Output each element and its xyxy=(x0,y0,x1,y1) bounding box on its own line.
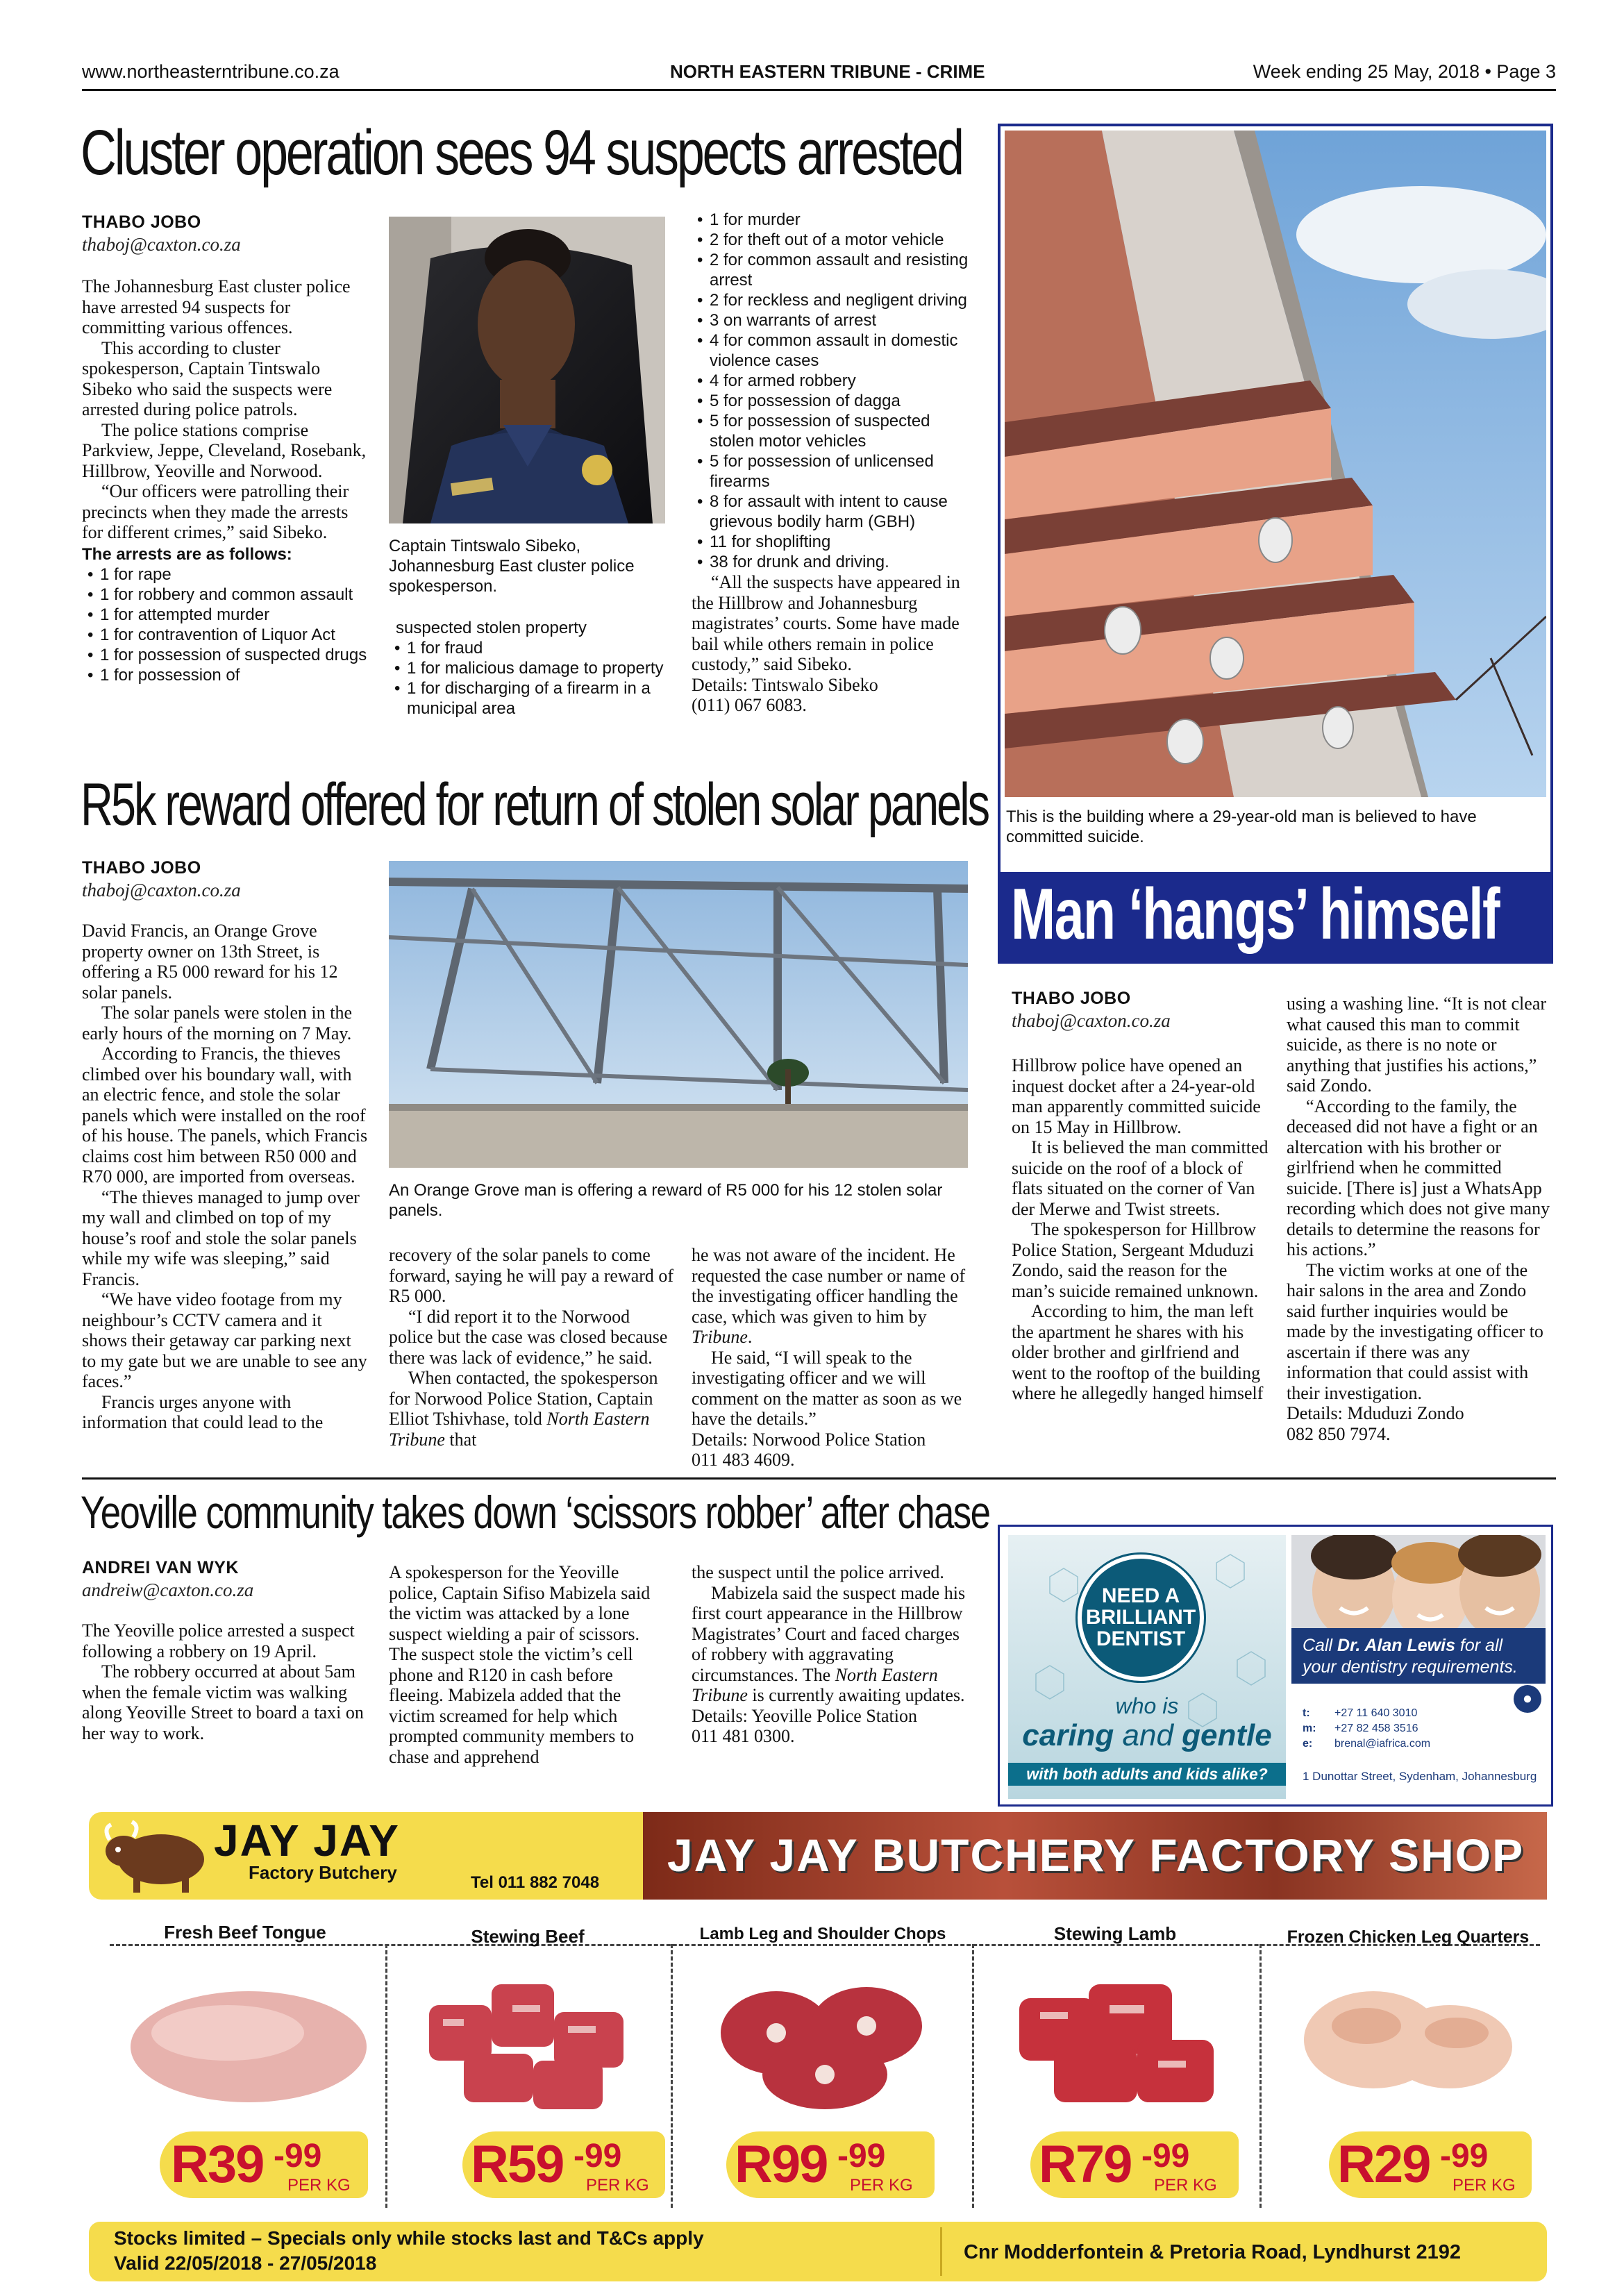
list-item: • 11 for shoplifting xyxy=(692,532,969,552)
logo-sub: Factory Butchery xyxy=(249,1862,397,1883)
price-unit: PER KG xyxy=(287,2176,351,2195)
headline-yeoville: Yeoville community takes down ‘scissors robber’ after chase xyxy=(81,1486,990,1538)
text: When contacted, the spokesperson for Norwood Police Station, Captain Elliot Tshivhase, told xyxy=(389,1368,658,1429)
paragraph: “I did report it to the Norwood police but the case was closed because there was lack of evidence,” he said. xyxy=(389,1306,668,1368)
price-tag xyxy=(1329,2131,1532,2198)
paragraph: According to Francis, the thieves climbed over his boundary wall, with an electric fence, and stole the solar panels which were installed on the roof of his house. The panels, which Francis claims cost him between R50 000 and R70 000, are imported from overseas. xyxy=(82,1044,368,1187)
price-tag xyxy=(1030,2131,1239,2198)
dentist-tagline: with both adults and kids alike? xyxy=(1008,1763,1286,1786)
price-unit: PER KG xyxy=(1453,2176,1516,2195)
paragraph: Francis urges anyone with information that could lead to the xyxy=(82,1391,324,1432)
family-photo xyxy=(1291,1535,1546,1634)
product-name: Stewing Beef xyxy=(471,1926,585,1947)
headline-hangs: Man ‘hangs’ himself xyxy=(1011,874,1500,955)
price-cents: -99 xyxy=(837,2138,886,2175)
list-item: • 2 for reckless and negligent driving xyxy=(692,290,969,310)
byline-block xyxy=(82,1558,365,1601)
who-is: who is xyxy=(1115,1693,1179,1718)
text: . xyxy=(747,1327,753,1347)
list-item: • 5 for possession of suspected stolen motor vehicles xyxy=(692,411,969,451)
article4-col3 xyxy=(692,1562,969,1747)
logo-main: JAY JAY xyxy=(214,1816,400,1866)
divider-rule xyxy=(82,1477,1556,1480)
badge-line: DENTIST xyxy=(1096,1627,1186,1650)
product-grid xyxy=(82,1922,1556,2227)
sibeko-caption: Captain Tintswalo Sibeko, Johannesburg East cluster police spokesperson. xyxy=(389,537,635,596)
byline: THABO JOBO xyxy=(1012,989,1131,1008)
call-strip xyxy=(1291,1628,1546,1684)
list-item: • 1 for malicious damage to property xyxy=(389,658,667,678)
paragraph: The Johannesburg East cluster police have arrested 94 suspects for committing various offences. xyxy=(82,276,351,337)
price-tag xyxy=(160,2131,368,2198)
product-name: Frozen Chicken Leg Quarters xyxy=(1287,1927,1530,1947)
paragraph: The police stations comprise Parkview, Jeppe, Cleveland, Rosebank, Hillbrow, Yeoville and Norwood. xyxy=(82,419,367,481)
paragraph: “We have video footage from my neighbour’s CCTV camera and it shows their getaway car parking next to my gate but we are unable to see any faces.” xyxy=(82,1289,367,1391)
price-cents: -99 xyxy=(574,2138,622,2175)
byline: ANDREI VAN WYK xyxy=(82,1558,239,1577)
list-item: • 38 for drunk and driving. xyxy=(692,552,969,572)
sibeko-photo xyxy=(389,217,665,523)
contact-label: t: xyxy=(1303,1707,1310,1719)
price-unit: PER KG xyxy=(850,2176,913,2195)
paragraph: David Francis, an Orange Grove property owner on 13th Street, is offering a R5 000 reward for his 12 solar panels. xyxy=(82,921,338,1003)
contact-value: brenal@iafrica.com xyxy=(1334,1738,1431,1750)
paragraph: According to him, the man left the apartment he shares with his older brother and girlfriend and went to the rooftop of the building where he allegedly hanged himself xyxy=(1012,1301,1264,1403)
gentle-word: gentle xyxy=(1182,1718,1272,1752)
publication-name: Tribune xyxy=(692,1327,748,1347)
paragraph: “The thieves managed to jump over my wall and climbed on top of my house’s roof and stole the solar panels while my wife was sleeping,” said Francis. xyxy=(82,1187,360,1289)
list-item: • 5 for possession of unlicensed firearms xyxy=(692,451,969,492)
paragraph: The spokesperson for Hillbrow Police Station, Sergeant Mduduzi Zondo, said the reason for the man’s suicide remained unknown. xyxy=(1012,1219,1259,1301)
footer-valid: Valid 22/05/2018 - 27/05/2018 xyxy=(114,2252,377,2274)
dentist-address: 1 Dunottar Street, Sydenham, Johannesburg xyxy=(1303,1770,1537,1783)
dentist-name: Dr. Alan Lewis xyxy=(1337,1636,1455,1655)
article2-col2 xyxy=(389,1245,675,1450)
paragraph: Hillbrow police have opened an inquest docket after a 24-year-old man apparently committed suicide on 15 May in Hillbrow. xyxy=(1012,1055,1261,1137)
price-main: R99 xyxy=(735,2135,828,2194)
paragraph: The victim works at one of the hair salons in the area and Zondo said further inquiries would be made by the investigating officer to ascertain if there was any information that could assist with their investigation. xyxy=(1287,1259,1543,1403)
article2-col1 xyxy=(82,921,368,1433)
paragraph: “Our officers were patrolling their precincts when they made the arrests for different crimes,” said Sibeko. xyxy=(82,481,349,542)
paragraph: “All the suspects have appeared in the Hillbrow and Johannesburg magistrates’ courts. Some have made bail while others remain in police custody,” said Sibeko. xyxy=(692,572,960,674)
butchery-ad[interactable] xyxy=(82,1811,1556,2274)
chicken-leg-icon xyxy=(1290,1963,1526,2116)
list-item: • 1 for attempted murder xyxy=(82,605,368,625)
text: he was not aware of the incident. He requested the case number or name of the investigating officer handling the case, which was given to him by xyxy=(692,1245,966,1327)
price-tag xyxy=(726,2131,935,2198)
text: that xyxy=(444,1429,477,1450)
solar-caption: An Orange Grove man is offering a reward of R5 000 for his 12 stolen solar panels. xyxy=(389,1181,943,1220)
arrest-list-2 xyxy=(389,618,667,719)
list-heading: The arrests are as follows: xyxy=(82,544,292,564)
list-item: • 1 for fraud xyxy=(389,638,667,658)
publication-name: North Eastern Tribune xyxy=(692,1664,938,1705)
publication-name: North Eastern Tribune xyxy=(389,1409,650,1450)
building-caption: This is the building where a 29-year-old man is believed to have committed suicide. xyxy=(1006,807,1477,846)
byline-email[interactable]: thaboj@caxton.co.za xyxy=(82,234,241,255)
price-main: R29 xyxy=(1337,2135,1430,2194)
text: Call xyxy=(1303,1636,1338,1655)
footer-terms: Stocks limited – Specials only while stocks last and T&Cs apply xyxy=(114,2227,704,2249)
byline-email[interactable]: thaboj@caxton.co.za xyxy=(1012,1010,1171,1031)
text: is currently awaiting updates. xyxy=(747,1685,965,1705)
caring-gentle xyxy=(1008,1718,1286,1753)
details-phone: 011 481 0300. xyxy=(692,1726,795,1746)
list-item: • 3 on warrants of arrest xyxy=(692,310,969,330)
byline-block xyxy=(1012,989,1275,1032)
call-line: your dentistry requirements. xyxy=(1303,1657,1518,1677)
price-tag xyxy=(462,2131,665,2198)
article3-col2 xyxy=(1287,994,1550,1444)
byline: THABO JOBO xyxy=(82,858,201,878)
byline: THABO JOBO xyxy=(82,212,201,232)
contact-label: e: xyxy=(1303,1738,1313,1750)
list-item: • 1 for murder xyxy=(692,210,969,230)
contact-row[interactable] xyxy=(1303,1706,1511,1721)
price-main: R59 xyxy=(471,2135,564,2194)
butchery-banner: JAY JAY BUTCHERY FACTORY SHOP xyxy=(667,1829,1525,1881)
article4-col1 xyxy=(82,1620,368,1743)
byline-block xyxy=(82,212,365,255)
paragraph: He said, “I will speak to the investigating officer and we will comment on the matter as soon as we have the details.” xyxy=(692,1347,962,1429)
building-photo xyxy=(1005,131,1546,797)
list-item: • 1 for discharging of a firearm in a municipal area xyxy=(389,678,667,719)
details: Details: Mduduzi Zondo xyxy=(1287,1403,1464,1423)
lamb-chops-icon xyxy=(707,1963,943,2116)
list-item: • 5 for possession of dagga xyxy=(692,391,969,411)
list-item: • 8 for assault with intent to cause grievous bodily harm (GBH) xyxy=(692,492,969,532)
paragraph: The Yeoville police arrested a suspect following a robbery on 19 April. xyxy=(82,1620,355,1661)
list-item: • 1 for possession of xyxy=(82,665,368,685)
header-rule xyxy=(82,89,1556,91)
grid-sep xyxy=(972,1944,974,2208)
details-phone: 011 483 4609. xyxy=(692,1450,795,1470)
byline-email[interactable]: thaboj@caxton.co.za xyxy=(82,880,241,900)
dentist-ad[interactable] xyxy=(998,1525,1553,1807)
section-title: NORTH EASTERN TRIBUNE - CRIME xyxy=(670,61,985,82)
grid-sep xyxy=(1259,1944,1262,2208)
headline-reward: R5k reward offered for return of stolen solar panels xyxy=(81,771,989,838)
price-main: R39 xyxy=(171,2135,264,2194)
text: Mabizela said the suspect made his first court appearance in the Hillbrow Magistrates’ Court and faced charges of robbery with aggravating circumstances. The xyxy=(692,1582,966,1685)
list-item: • 4 for armed robbery xyxy=(692,371,969,391)
tooth-icon: ● xyxy=(1514,1685,1541,1713)
badge-line: BRILLIANT xyxy=(1085,1606,1196,1629)
product-name: Lamb Leg and Shoulder Chops xyxy=(699,1925,946,1943)
solar-photo xyxy=(389,861,968,1168)
contact-value: +27 11 640 3010 xyxy=(1334,1707,1418,1719)
bull-icon xyxy=(99,1816,210,1897)
details-phone: 082 850 7974. xyxy=(1287,1423,1391,1444)
grid-sep xyxy=(671,1944,673,2208)
paragraph: The robbery occurred at about 5am when the female victim was walking along Yeoville Street to board a taxi on her way to work. xyxy=(82,1661,364,1743)
paragraph: recovery of the solar panels to come forward, saying he will pay a reward of R5 000. xyxy=(389,1245,674,1306)
grid-sep xyxy=(385,1944,387,2208)
footer-sep xyxy=(940,2227,942,2276)
product-name: Fresh Beef Tongue xyxy=(164,1922,326,1943)
price-cents: -99 xyxy=(274,2138,322,2175)
price-main: R79 xyxy=(1039,2135,1132,2194)
paragraph: It is believed the man committed suicide on the roof of a block of flats situated on the corner of Van der Merwe and Twist streets. xyxy=(1012,1137,1269,1219)
details: Details: Tintswalo Sibeko xyxy=(692,674,878,695)
price-unit: PER KG xyxy=(586,2176,649,2195)
caring-word: caring xyxy=(1022,1718,1114,1752)
beef-tongue-icon xyxy=(124,1963,374,2116)
price-cents: -99 xyxy=(1440,2138,1489,2175)
byline-email[interactable]: andreiw@caxton.co.za xyxy=(82,1579,254,1600)
stewing-lamb-icon xyxy=(998,1963,1234,2116)
contact-value: +27 82 458 3516 xyxy=(1334,1723,1418,1734)
details-phone: (011) 067 6083. xyxy=(692,695,807,715)
list-item: • 2 for theft out of a motor vehicle xyxy=(692,230,969,250)
paragraph xyxy=(692,1583,969,1706)
article1-col1 xyxy=(82,276,368,685)
and-word: and xyxy=(1114,1718,1182,1752)
contact-row[interactable] xyxy=(1303,1721,1511,1736)
date-page: Week ending 25 May, 2018 • Page 3 xyxy=(1253,61,1556,82)
article2-col3 xyxy=(692,1245,969,1470)
site-url[interactable]: www.northeasterntribune.co.za xyxy=(82,61,340,82)
paragraph: A spokesperson for the Yeoville police, Captain Sifiso Mabizela said the victim was attacked by a lone suspect wielding a pair of scissors. The suspect stole the victim’s cell phone and R120 in cash before fleeing. Mabizela added that the victim screamed for help which prompted community members to chase and apprehend xyxy=(389,1562,651,1767)
paragraph: This according to cluster spokesperson, Captain Tintswalo Sibeko who said the suspects were arrested during police patrols. xyxy=(82,337,333,419)
paragraph: the suspect until the police arrived. xyxy=(692,1562,944,1582)
price-unit: PER KG xyxy=(1154,2176,1217,2195)
details: Details: Norwood Police Station xyxy=(692,1429,926,1450)
details: Details: Yeoville Police Station xyxy=(692,1705,917,1726)
paragraph xyxy=(389,1368,675,1450)
list-item: • 4 for common assault in domestic violence cases xyxy=(692,330,969,371)
list-item: • 2 for common assault and resisting arrest xyxy=(692,250,969,290)
arrest-list-3 xyxy=(692,210,969,572)
product-name: Stewing Lamb xyxy=(1053,1923,1177,1944)
dentist-contacts xyxy=(1303,1706,1511,1752)
list-item: • 1 for robbery and common assault xyxy=(82,585,368,605)
paragraph: “According to the family, the deceased did not have a fight or an altercation with his brother or girlfriend when he committed suicide. [There is] just a WhatsApp recording which does not give many details to determine the reasons for his actions.” xyxy=(1287,1096,1550,1259)
paragraph: using a washing line. “It is not clear what caused this man to commit suicide, as there is no note or anything that justifies his actions,” said Zondo. xyxy=(1287,994,1547,1096)
dentist-badge xyxy=(1078,1555,1204,1681)
text: for all xyxy=(1455,1636,1503,1655)
list-item: • 1 for contravention of Liquor Act xyxy=(82,625,368,645)
footer-address: Cnr Modderfontein & Pretoria Road, Lyndhurst 2192 xyxy=(964,2241,1461,2263)
headline-cluster: Cluster operation sees 94 suspects arrested xyxy=(81,117,962,188)
butchery-tel[interactable]: Tel 011 882 7048 xyxy=(471,1873,600,1892)
article4-col2 xyxy=(389,1562,670,1767)
price-cents: -99 xyxy=(1141,2138,1190,2175)
list-item: • 1 for rape xyxy=(82,564,368,585)
contact-row[interactable] xyxy=(1303,1736,1511,1752)
badge-line: NEED A xyxy=(1101,1584,1180,1607)
stewing-beef-icon xyxy=(415,1963,651,2116)
list-item: • 1 for possession of suspected drugs xyxy=(82,645,368,665)
arrest-list-1 xyxy=(82,544,368,685)
call-line xyxy=(1303,1635,1546,1657)
contact-label: m: xyxy=(1303,1723,1316,1734)
paragraph: The solar panels were stolen in the early hours of the morning on 7 May. xyxy=(82,1003,352,1044)
article3-col1 xyxy=(1012,1055,1274,1404)
byline-block xyxy=(82,858,365,901)
article1-col3 xyxy=(692,210,969,716)
paragraph xyxy=(692,1245,969,1348)
list-lead: suspected stolen property xyxy=(396,619,587,637)
